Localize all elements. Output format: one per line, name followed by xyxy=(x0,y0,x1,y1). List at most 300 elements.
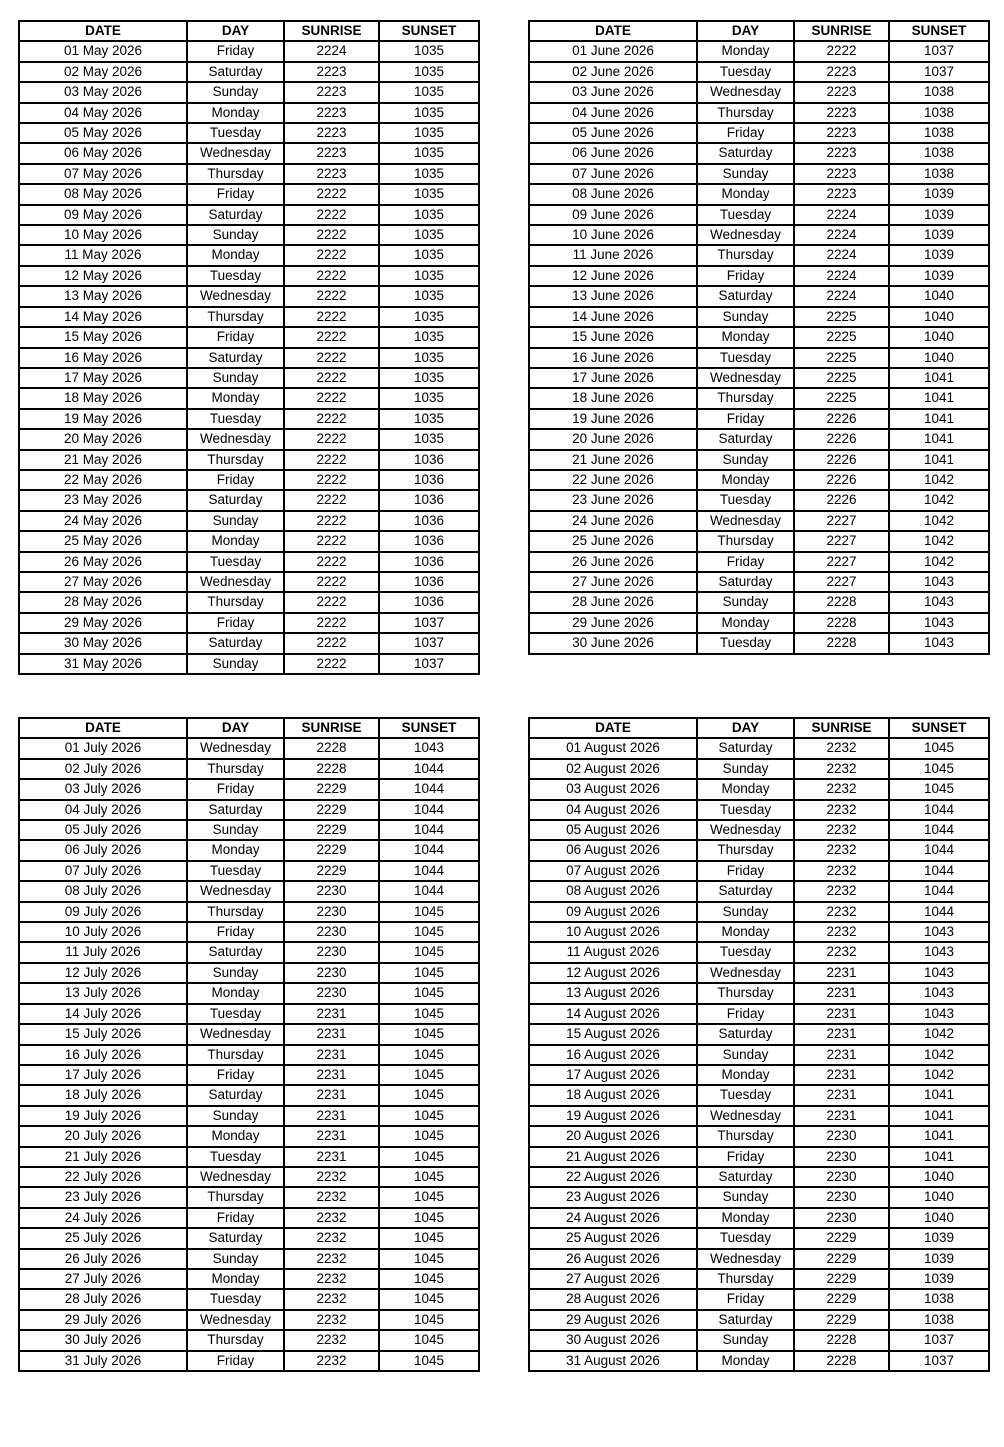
date-cell: 08 July 2026 xyxy=(19,881,187,901)
date-cell: 09 July 2026 xyxy=(19,902,187,922)
sunset-cell: 1044 xyxy=(379,840,479,860)
date-cell: 30 August 2026 xyxy=(529,1330,697,1350)
day-cell: Friday xyxy=(187,1351,284,1371)
day-cell: Wednesday xyxy=(187,143,284,163)
header-row xyxy=(19,718,479,738)
table-row xyxy=(529,1351,989,1371)
sunrise-cell: 2222 xyxy=(284,613,379,633)
sunrise-cell: 2230 xyxy=(284,902,379,922)
table-row xyxy=(529,531,989,551)
sunset-cell: 1038 xyxy=(889,143,989,163)
date-cell: 03 May 2026 xyxy=(19,82,187,102)
day-cell: Wednesday xyxy=(187,572,284,592)
sunset-cell: 1035 xyxy=(379,245,479,265)
date-cell: 28 May 2026 xyxy=(19,592,187,612)
table-row xyxy=(529,490,989,510)
day-cell: Saturday xyxy=(697,1167,794,1187)
sunrise-cell: 2230 xyxy=(794,1208,889,1228)
sunset-cell: 1043 xyxy=(889,983,989,1003)
day-cell: Sunday xyxy=(697,1187,794,1207)
date-cell: 30 May 2026 xyxy=(19,633,187,653)
day-cell: Saturday xyxy=(697,286,794,306)
table-row xyxy=(529,820,989,840)
sunset-cell: 1036 xyxy=(379,592,479,612)
sunset-cell: 1035 xyxy=(379,348,479,368)
table-row xyxy=(19,633,479,653)
sunrise-sunset-table-august xyxy=(528,717,990,1372)
sunset-cell: 1045 xyxy=(889,759,989,779)
day-cell: Tuesday xyxy=(187,1289,284,1309)
date-cell: 06 July 2026 xyxy=(19,840,187,860)
day-cell: Friday xyxy=(697,409,794,429)
date-cell: 25 June 2026 xyxy=(529,531,697,551)
sunset-cell: 1040 xyxy=(889,1208,989,1228)
day-cell: Wednesday xyxy=(697,82,794,102)
sunset-cell: 1040 xyxy=(889,286,989,306)
day-cell: Monday xyxy=(697,613,794,633)
date-cell: 13 July 2026 xyxy=(19,983,187,1003)
table-row xyxy=(529,942,989,962)
sunrise-cell: 2230 xyxy=(794,1126,889,1146)
table-row xyxy=(529,1147,989,1167)
table-row xyxy=(529,1269,989,1289)
sunset-cell: 1036 xyxy=(379,531,479,551)
day-cell: Friday xyxy=(187,613,284,633)
table-row xyxy=(19,1004,479,1024)
date-cell: 21 May 2026 xyxy=(19,450,187,470)
sunset-cell: 1045 xyxy=(379,1310,479,1330)
date-cell: 24 May 2026 xyxy=(19,511,187,531)
table-row xyxy=(529,307,989,327)
sunrise-sunset-table-may xyxy=(18,20,480,675)
sunset-cell: 1041 xyxy=(889,1147,989,1167)
day-cell: Monday xyxy=(187,1269,284,1289)
date-cell: 20 July 2026 xyxy=(19,1126,187,1146)
date-cell: 18 June 2026 xyxy=(529,388,697,408)
table-row xyxy=(529,1208,989,1228)
sunrise-cell: 2231 xyxy=(794,1004,889,1024)
day-cell: Friday xyxy=(187,184,284,204)
day-cell: Monday xyxy=(697,1208,794,1228)
sunrise-cell: 2222 xyxy=(284,490,379,510)
table-row xyxy=(19,1289,479,1309)
table-row xyxy=(529,779,989,799)
date-cell: 18 May 2026 xyxy=(19,388,187,408)
day-cell: Friday xyxy=(697,552,794,572)
table-row xyxy=(19,613,479,633)
sunset-cell: 1042 xyxy=(889,1024,989,1044)
date-cell: 20 May 2026 xyxy=(19,429,187,449)
date-cell: 06 May 2026 xyxy=(19,143,187,163)
table-row xyxy=(19,922,479,942)
sunrise-cell: 2225 xyxy=(794,368,889,388)
day-cell: Tuesday xyxy=(697,490,794,510)
table-row xyxy=(529,266,989,286)
sunset-cell: 1043 xyxy=(889,922,989,942)
day-cell: Saturday xyxy=(697,429,794,449)
sunset-cell: 1042 xyxy=(889,511,989,531)
sunrise-cell: 2230 xyxy=(284,963,379,983)
column-header-date: DATE xyxy=(529,718,697,738)
sunrise-cell: 2222 xyxy=(284,368,379,388)
sunrise-cell: 2230 xyxy=(284,983,379,1003)
date-cell: 07 August 2026 xyxy=(529,861,697,881)
sunrise-cell: 2225 xyxy=(794,388,889,408)
table-row xyxy=(19,1106,479,1126)
sunset-cell: 1045 xyxy=(379,1024,479,1044)
date-cell: 11 May 2026 xyxy=(19,245,187,265)
sunrise-cell: 2226 xyxy=(794,450,889,470)
sunrise-cell: 2223 xyxy=(284,103,379,123)
table-row xyxy=(19,840,479,860)
sunset-cell: 1043 xyxy=(889,592,989,612)
date-cell: 15 June 2026 xyxy=(529,327,697,347)
table-row xyxy=(19,983,479,1003)
table-row xyxy=(529,164,989,184)
table-row xyxy=(19,184,479,204)
sunset-cell: 1035 xyxy=(379,41,479,61)
day-cell: Thursday xyxy=(187,1330,284,1350)
column-header-sunset: SUNSET xyxy=(379,718,479,738)
sunrise-cell: 2223 xyxy=(794,62,889,82)
sunrise-cell: 2222 xyxy=(284,592,379,612)
sunset-cell: 1043 xyxy=(889,613,989,633)
sunrise-cell: 2231 xyxy=(794,1065,889,1085)
sunset-cell: 1043 xyxy=(379,738,479,758)
table-row xyxy=(529,572,989,592)
date-cell: 09 May 2026 xyxy=(19,205,187,225)
sunset-cell: 1045 xyxy=(379,1065,479,1085)
day-cell: Thursday xyxy=(187,592,284,612)
column-header-day: DAY xyxy=(697,718,794,738)
sunset-cell: 1041 xyxy=(889,388,989,408)
sunrise-cell: 2231 xyxy=(284,1024,379,1044)
table-row xyxy=(529,450,989,470)
table-row xyxy=(529,800,989,820)
day-cell: Tuesday xyxy=(697,348,794,368)
day-cell: Thursday xyxy=(697,103,794,123)
sunset-cell: 1039 xyxy=(889,205,989,225)
date-cell: 14 July 2026 xyxy=(19,1004,187,1024)
sunrise-cell: 2226 xyxy=(794,409,889,429)
sunrise-cell: 2230 xyxy=(794,1187,889,1207)
date-cell: 06 August 2026 xyxy=(529,840,697,860)
sunset-cell: 1040 xyxy=(889,1187,989,1207)
date-cell: 30 July 2026 xyxy=(19,1330,187,1350)
sunrise-cell: 2223 xyxy=(284,62,379,82)
sunrise-cell: 2229 xyxy=(284,800,379,820)
date-cell: 27 May 2026 xyxy=(19,572,187,592)
sunrise-cell: 2222 xyxy=(284,286,379,306)
day-cell: Monday xyxy=(697,41,794,61)
date-cell: 04 June 2026 xyxy=(529,103,697,123)
day-cell: Sunday xyxy=(697,164,794,184)
sunset-cell: 1042 xyxy=(889,531,989,551)
sunset-cell: 1035 xyxy=(379,225,479,245)
sunset-cell: 1045 xyxy=(379,1269,479,1289)
date-cell: 28 June 2026 xyxy=(529,592,697,612)
table-row xyxy=(19,1024,479,1044)
day-cell: Sunday xyxy=(187,225,284,245)
day-cell: Sunday xyxy=(697,1330,794,1350)
day-cell: Tuesday xyxy=(187,552,284,572)
sunset-cell: 1045 xyxy=(379,902,479,922)
sunset-cell: 1045 xyxy=(379,1330,479,1350)
table-row xyxy=(19,1187,479,1207)
sunset-cell: 1037 xyxy=(379,654,479,674)
sunrise-cell: 2231 xyxy=(284,1045,379,1065)
table-row xyxy=(529,552,989,572)
sunset-cell: 1041 xyxy=(889,409,989,429)
date-cell: 26 June 2026 xyxy=(529,552,697,572)
sunset-cell: 1045 xyxy=(379,1208,479,1228)
day-cell: Thursday xyxy=(697,1269,794,1289)
table-row xyxy=(529,184,989,204)
table-row xyxy=(529,388,989,408)
table-row xyxy=(19,759,479,779)
day-cell: Thursday xyxy=(187,902,284,922)
table-row xyxy=(529,633,989,653)
table-row xyxy=(19,1310,479,1330)
day-cell: Sunday xyxy=(187,511,284,531)
table-row xyxy=(529,983,989,1003)
date-cell: 29 August 2026 xyxy=(529,1310,697,1330)
date-cell: 30 June 2026 xyxy=(529,633,697,653)
day-cell: Sunday xyxy=(697,307,794,327)
date-cell: 04 July 2026 xyxy=(19,800,187,820)
header-row xyxy=(529,718,989,738)
sunrise-cell: 2228 xyxy=(794,1330,889,1350)
sunset-cell: 1039 xyxy=(889,184,989,204)
sunrise-cell: 2222 xyxy=(284,511,379,531)
date-cell: 22 July 2026 xyxy=(19,1167,187,1187)
sunset-cell: 1037 xyxy=(379,633,479,653)
sunrise-cell: 2223 xyxy=(284,82,379,102)
sunrise-cell: 2232 xyxy=(794,881,889,901)
sunset-cell: 1037 xyxy=(889,62,989,82)
sunrise-cell: 2223 xyxy=(284,123,379,143)
table-row xyxy=(529,225,989,245)
day-cell: Wednesday xyxy=(697,225,794,245)
sunrise-cell: 2222 xyxy=(284,266,379,286)
day-cell: Sunday xyxy=(187,1249,284,1269)
sunset-cell: 1045 xyxy=(889,779,989,799)
day-cell: Friday xyxy=(697,123,794,143)
day-cell: Sunday xyxy=(187,82,284,102)
table-row xyxy=(529,143,989,163)
sunrise-cell: 2229 xyxy=(284,840,379,860)
day-cell: Monday xyxy=(187,983,284,1003)
day-cell: Friday xyxy=(697,266,794,286)
day-cell: Wednesday xyxy=(187,1310,284,1330)
sunset-cell: 1045 xyxy=(379,1106,479,1126)
table-container-june-2026 xyxy=(528,20,988,655)
date-cell: 21 August 2026 xyxy=(529,1147,697,1167)
sunrise-cell: 2223 xyxy=(794,164,889,184)
date-cell: 17 June 2026 xyxy=(529,368,697,388)
sunrise-cell: 2229 xyxy=(794,1228,889,1248)
date-cell: 04 May 2026 xyxy=(19,103,187,123)
date-cell: 12 May 2026 xyxy=(19,266,187,286)
sunrise-cell: 2231 xyxy=(794,1085,889,1105)
sunset-cell: 1035 xyxy=(379,143,479,163)
table-row xyxy=(529,1289,989,1309)
date-cell: 19 June 2026 xyxy=(529,409,697,429)
sunrise-cell: 2230 xyxy=(284,942,379,962)
date-cell: 29 June 2026 xyxy=(529,613,697,633)
sunrise-cell: 2232 xyxy=(284,1167,379,1187)
sunrise-cell: 2223 xyxy=(794,143,889,163)
sunrise-cell: 2232 xyxy=(284,1269,379,1289)
sunset-cell: 1040 xyxy=(889,348,989,368)
sunset-cell: 1043 xyxy=(889,1004,989,1024)
day-cell: Tuesday xyxy=(697,1228,794,1248)
sunrise-cell: 2231 xyxy=(284,1147,379,1167)
sunset-cell: 1045 xyxy=(379,1228,479,1248)
sunset-cell: 1043 xyxy=(889,963,989,983)
date-cell: 07 July 2026 xyxy=(19,861,187,881)
date-cell: 23 May 2026 xyxy=(19,490,187,510)
sunrise-cell: 2222 xyxy=(284,429,379,449)
table-row xyxy=(19,1126,479,1146)
sunset-cell: 1045 xyxy=(379,1351,479,1371)
date-cell: 10 August 2026 xyxy=(529,922,697,942)
day-cell: Tuesday xyxy=(697,1085,794,1105)
column-header-sunset: SUNSET xyxy=(889,718,989,738)
date-cell: 15 August 2026 xyxy=(529,1024,697,1044)
table-row xyxy=(19,820,479,840)
sunset-cell: 1035 xyxy=(379,388,479,408)
sunset-cell: 1039 xyxy=(889,225,989,245)
sunset-cell: 1044 xyxy=(379,861,479,881)
day-cell: Wednesday xyxy=(697,1249,794,1269)
sunrise-cell: 2232 xyxy=(284,1228,379,1248)
sunrise-cell: 2230 xyxy=(794,1147,889,1167)
sunrise-cell: 2223 xyxy=(794,103,889,123)
table-row xyxy=(529,62,989,82)
date-cell: 22 June 2026 xyxy=(529,470,697,490)
sunrise-cell: 2231 xyxy=(794,983,889,1003)
day-cell: Friday xyxy=(187,1208,284,1228)
day-cell: Monday xyxy=(697,779,794,799)
table-row xyxy=(19,779,479,799)
sunset-cell: 1035 xyxy=(379,82,479,102)
day-cell: Monday xyxy=(187,840,284,860)
sunrise-cell: 2228 xyxy=(284,738,379,758)
date-cell: 16 July 2026 xyxy=(19,1045,187,1065)
date-cell: 12 July 2026 xyxy=(19,963,187,983)
sunset-cell: 1038 xyxy=(889,1310,989,1330)
sunset-cell: 1045 xyxy=(379,963,479,983)
date-cell: 31 May 2026 xyxy=(19,654,187,674)
sunrise-cell: 2231 xyxy=(284,1004,379,1024)
table-row xyxy=(19,143,479,163)
table-row xyxy=(19,531,479,551)
table-row xyxy=(19,592,479,612)
sunset-cell: 1035 xyxy=(379,409,479,429)
table-row xyxy=(529,738,989,758)
sunset-cell: 1045 xyxy=(379,1045,479,1065)
sunrise-cell: 2223 xyxy=(794,82,889,102)
sunrise-cell: 2232 xyxy=(794,922,889,942)
day-cell: Monday xyxy=(697,922,794,942)
sunset-cell: 1045 xyxy=(379,983,479,1003)
table-row xyxy=(19,1147,479,1167)
day-cell: Saturday xyxy=(187,800,284,820)
date-cell: 21 June 2026 xyxy=(529,450,697,470)
date-cell: 18 July 2026 xyxy=(19,1085,187,1105)
table-row xyxy=(19,409,479,429)
day-cell: Monday xyxy=(697,1351,794,1371)
table-row xyxy=(19,266,479,286)
day-cell: Saturday xyxy=(697,143,794,163)
day-cell: Friday xyxy=(697,1289,794,1309)
sunrise-cell: 2224 xyxy=(794,205,889,225)
date-cell: 05 May 2026 xyxy=(19,123,187,143)
table-row xyxy=(529,1106,989,1126)
sunset-cell: 1035 xyxy=(379,205,479,225)
sunset-cell: 1045 xyxy=(379,1167,479,1187)
date-cell: 10 July 2026 xyxy=(19,922,187,942)
table-row xyxy=(529,963,989,983)
table-row xyxy=(19,861,479,881)
sunset-cell: 1035 xyxy=(379,62,479,82)
sunset-cell: 1036 xyxy=(379,552,479,572)
day-cell: Tuesday xyxy=(697,62,794,82)
sunset-cell: 1045 xyxy=(889,738,989,758)
sunrise-cell: 2229 xyxy=(284,820,379,840)
table-row xyxy=(19,123,479,143)
date-cell: 12 June 2026 xyxy=(529,266,697,286)
sunrise-cell: 2232 xyxy=(794,902,889,922)
sunset-cell: 1036 xyxy=(379,511,479,531)
sunset-cell: 1041 xyxy=(889,429,989,449)
date-cell: 25 July 2026 xyxy=(19,1228,187,1248)
sunrise-cell: 2229 xyxy=(284,861,379,881)
sunrise-cell: 2226 xyxy=(794,490,889,510)
column-header-sunrise: SUNRISE xyxy=(284,21,379,41)
sunset-cell: 1045 xyxy=(379,1126,479,1146)
day-cell: Wednesday xyxy=(697,820,794,840)
sunset-cell: 1035 xyxy=(379,184,479,204)
table-row xyxy=(529,429,989,449)
sunrise-cell: 2223 xyxy=(284,143,379,163)
day-cell: Tuesday xyxy=(187,123,284,143)
table-row xyxy=(19,902,479,922)
date-cell: 05 June 2026 xyxy=(529,123,697,143)
table-row xyxy=(19,738,479,758)
day-cell: Monday xyxy=(187,388,284,408)
table-row xyxy=(19,800,479,820)
sunset-cell: 1038 xyxy=(889,103,989,123)
table-row xyxy=(19,388,479,408)
table-row xyxy=(529,327,989,347)
sunset-cell: 1040 xyxy=(889,1167,989,1187)
date-cell: 16 August 2026 xyxy=(529,1045,697,1065)
table-row xyxy=(529,592,989,612)
date-cell: 24 June 2026 xyxy=(529,511,697,531)
date-cell: 31 July 2026 xyxy=(19,1351,187,1371)
sunset-cell: 1044 xyxy=(889,881,989,901)
sunrise-cell: 2230 xyxy=(284,922,379,942)
sunset-cell: 1044 xyxy=(379,881,479,901)
sunset-cell: 1037 xyxy=(889,1351,989,1371)
date-cell: 09 August 2026 xyxy=(529,902,697,922)
column-header-sunrise: SUNRISE xyxy=(284,718,379,738)
table-container-may-2026 xyxy=(18,20,478,675)
column-header-date: DATE xyxy=(19,21,187,41)
sunrise-sunset-table-july xyxy=(18,717,480,1372)
